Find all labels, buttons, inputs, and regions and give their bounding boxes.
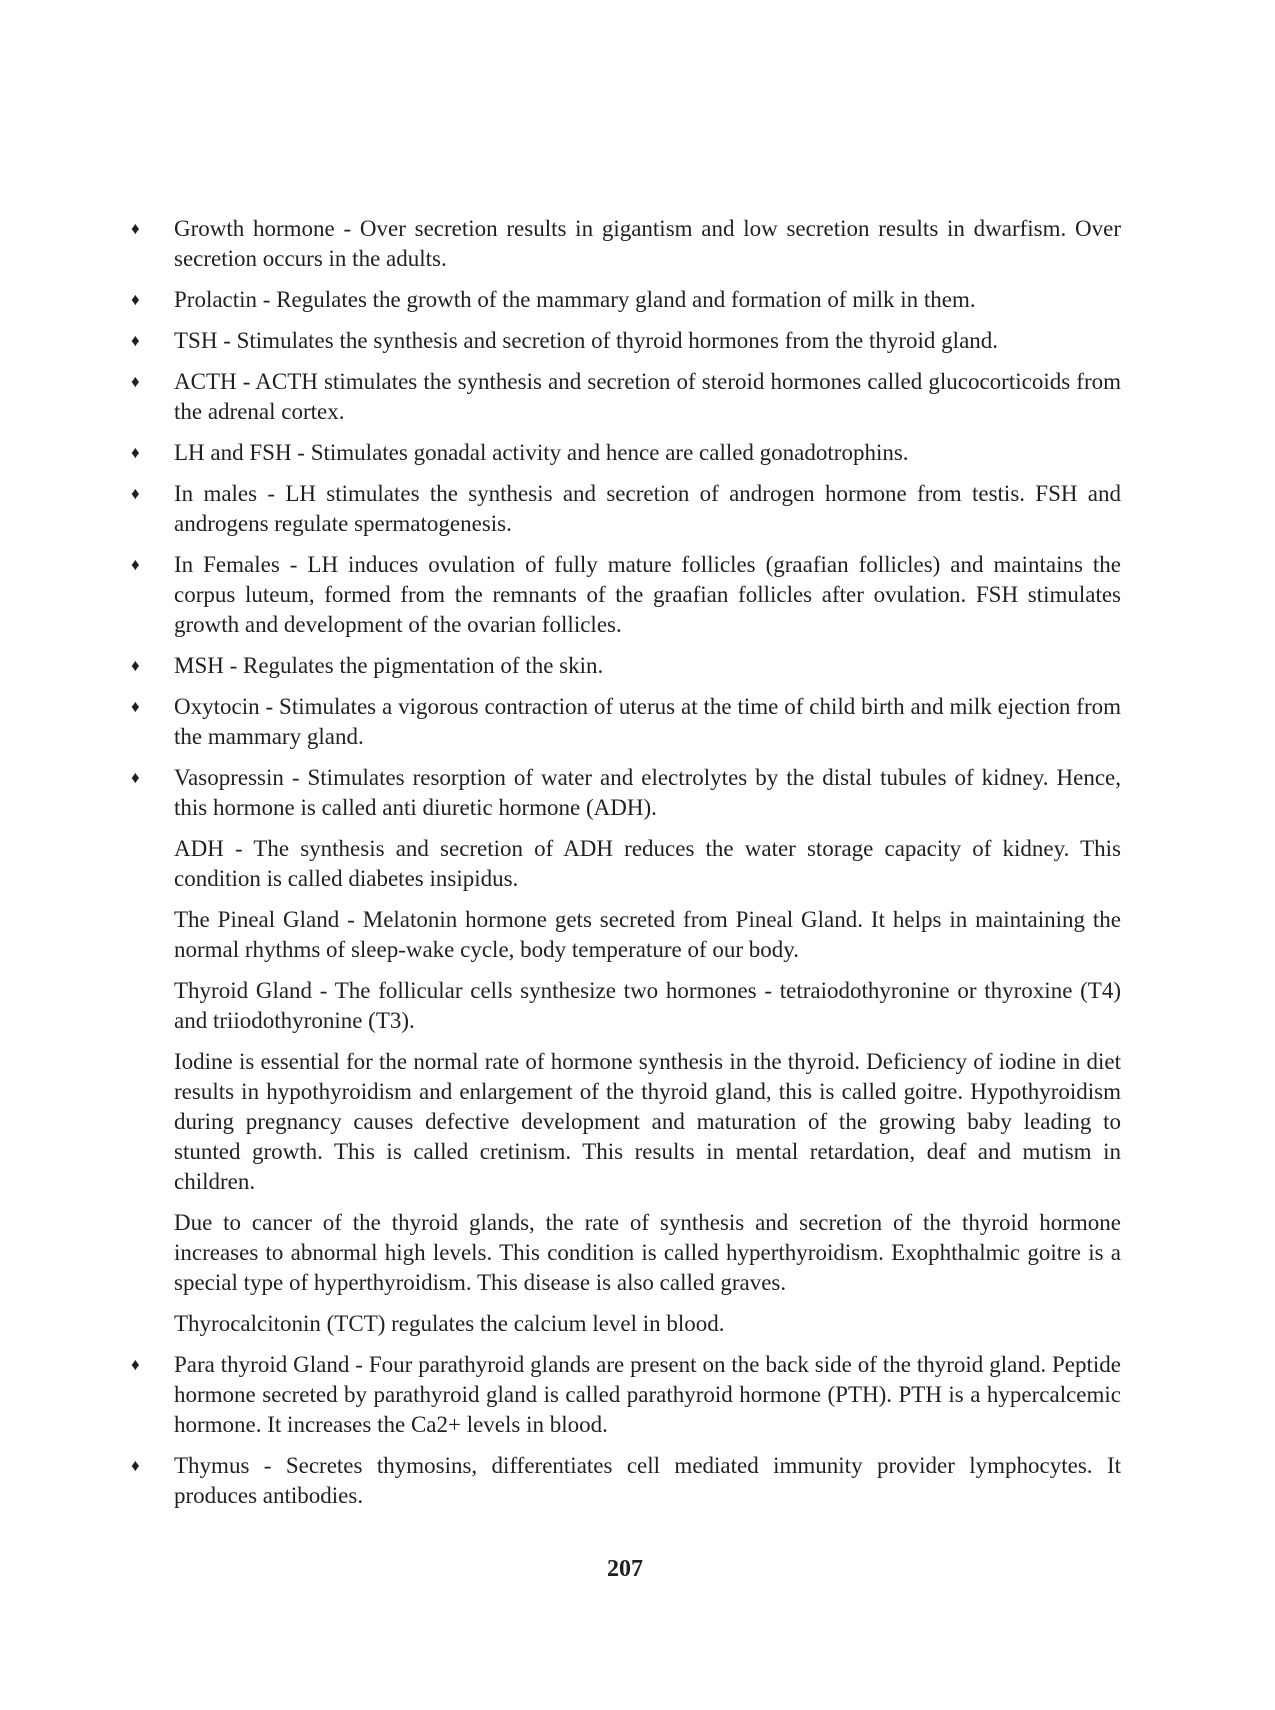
bullet-item-oxytocin <box>131 692 1121 752</box>
bullet-item-msh <box>131 651 1121 681</box>
bullet-text: Oxytocin - Stimulates a vigorous contraction of uterus at the time of child birth and milk ejection from the mammary gland. <box>174 694 1121 749</box>
diamond-bullet-icon: ♦ <box>131 372 140 391</box>
bullet-text: Vasopressin - Stimulates resorption of water and electrolytes by the distal tubules of kidney. Hence, this hormone is called anti diuretic hormone (ADH). <box>174 765 1121 820</box>
bullet-text: In Females - LH induces ovulation of fully mature follicles (graafian follicles) and maintains the corpus luteum, formed from the remnants of the graafian follicles after ovulation. FSH stimulates growth and development of the ovarian follicles. <box>174 552 1121 637</box>
bullet-item-prolactin <box>131 285 1121 315</box>
diamond-bullet-icon: ♦ <box>131 768 140 787</box>
diamond-bullet-icon: ♦ <box>131 1456 140 1475</box>
page-content <box>131 214 1121 1522</box>
diamond-bullet-icon: ♦ <box>131 697 140 716</box>
paragraph-thyrocalcitonin: Thyrocalcitonin (TCT) regulates the calcium level in blood. <box>174 1311 725 1336</box>
bullet-text: Thymus - Secretes thymosins, differentiates cell mediated immunity provider lymphocytes. It produces antibodies. <box>174 1453 1121 1508</box>
bullet-text: Para thyroid Gland - Four parathyroid glands are present on the back side of the thyroid gland. Peptide hormone secreted by parathyroid gland is called parathyroid hormone (PTH). PTH is a hypercalcemic hormone. It increases the Ca2+ levels in blood. <box>174 1352 1121 1437</box>
bullet-item-vasopressin <box>131 763 1121 823</box>
bullet-item-females <box>131 550 1121 640</box>
bullet-item-tsh <box>131 326 1121 356</box>
bullet-text: Growth hormone - Over secretion results in gigantism and low secretion results in dwarfism. Over secretion occurs in the adults. <box>174 216 1121 271</box>
bullet-item-parathyroid <box>131 1350 1121 1440</box>
diamond-bullet-icon: ♦ <box>131 484 140 503</box>
paragraph-iodine: Iodine is essential for the normal rate of hormone synthesis in the thyroid. Deficiency of iodine in diet results in hypothyroidism and enlargement of the thyroid gland, this is called goitre. Hypothyroidism during pregnancy causes defective development and maturation of the growing baby leading to stunted growth. This is called cretinism. This results in mental retardation, deaf and mutism in children. <box>174 1049 1121 1194</box>
paragraph-pineal-gland: The Pineal Gland - Melatonin hormone gets secreted from Pineal Gland. It helps in maintaining the normal rhythms of sleep-wake cycle, body temperature of our body. <box>174 907 1121 962</box>
bullet-text: Prolactin - Regulates the growth of the mammary gland and formation of milk in them. <box>174 287 976 312</box>
paragraph-hyperthyroidism: Due to cancer of the thyroid glands, the rate of synthesis and secretion of the thyroid hormone increases to abnormal high levels. This condition is called hyperthyroidism. Exophthalmic goitre is a special type of hyperthyroidism. This disease is also called graves. <box>174 1210 1121 1295</box>
bullet-item-thymus <box>131 1451 1121 1511</box>
bullet-item-lh-fsh <box>131 438 1121 468</box>
diamond-bullet-icon: ♦ <box>131 219 140 238</box>
diamond-bullet-icon: ♦ <box>131 331 140 350</box>
bullet-text: MSH - Regulates the pigmentation of the skin. <box>174 653 604 678</box>
diamond-bullet-icon: ♦ <box>131 656 140 675</box>
bullet-text: LH and FSH - Stimulates gonadal activity and hence are called gonadotrophins. <box>174 440 909 465</box>
bullet-item-acth <box>131 367 1121 427</box>
diamond-bullet-icon: ♦ <box>131 1355 140 1374</box>
bullet-item-growth-hormone <box>131 214 1121 274</box>
bullet-text: ACTH - ACTH stimulates the synthesis and secretion of steroid hormones called glucocorticoids from the adrenal cortex. <box>174 369 1121 424</box>
diamond-bullet-icon: ♦ <box>131 555 140 574</box>
bullet-item-males <box>131 479 1121 539</box>
bullet-text: TSH - Stimulates the synthesis and secretion of thyroid hormones from the thyroid gland. <box>174 328 999 353</box>
paragraph-thyroid-gland: Thyroid Gland - The follicular cells synthesize two hormones - tetraiodothyronine or thyroxine (T4) and triiodothyronine (T3). <box>174 978 1121 1033</box>
diamond-bullet-icon: ♦ <box>131 443 140 462</box>
page-number: 207 <box>607 1556 643 1582</box>
bullet-text: In males - LH stimulates the synthesis and secretion of androgen hormone from testis. FSH and androgens regulate spermatogenesis. <box>174 481 1121 536</box>
paragraph-adh: ADH - The synthesis and secretion of ADH reduces the water storage capacity of kidney. This condition is called diabetes insipidus. <box>174 836 1121 891</box>
diamond-bullet-icon: ♦ <box>131 290 140 309</box>
